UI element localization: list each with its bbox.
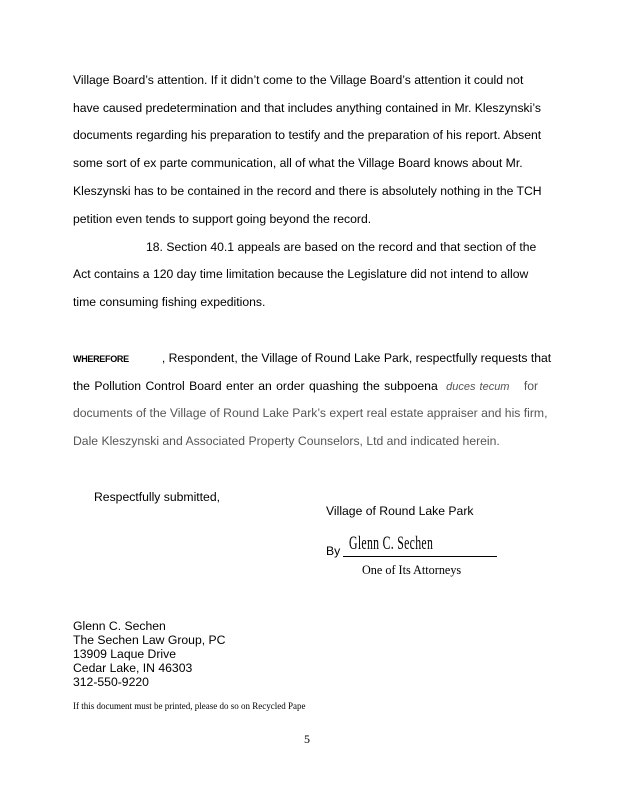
para18-line-2: Act contains a 120 day time limitation because the Legislature did not intend to allow <box>73 267 529 281</box>
wherefore-line-2 <box>73 379 538 394</box>
by-label: By <box>326 544 341 558</box>
duces-tecum: duces tecum <box>446 381 510 393</box>
wherefore-line-4: Dale Kleszynski and Associated Property Counselors, Ltd and indicated herein. <box>73 434 500 448</box>
wherefore-line-1 <box>73 351 551 366</box>
body-line-6: petition even tends to support going beyond the record. <box>73 212 372 226</box>
recycle-note: If this document must be printed, please do so on Recycled Pape <box>73 701 306 711</box>
attorney-street: 13909 Laque Drive <box>73 647 176 661</box>
signing-party: Village of Round Lake Park <box>326 504 474 518</box>
wherefore-line-3: documents of the Village of Round Lake Park’s expert real estate appraiser and his firm, <box>73 406 548 420</box>
attorney-role: One of Its Attorneys <box>362 563 462 577</box>
handwritten-signature: Glenn C. Sechen <box>349 533 434 554</box>
respectfully-submitted: Respectfully submitted, <box>94 490 220 504</box>
para18-line-3: time consuming fishing expeditions. <box>73 295 266 309</box>
body-line-1: Village Board’s attention. If it didn’t come to the Village Board’s attention it could not <box>73 73 524 87</box>
signature-line <box>343 556 497 557</box>
attorney-city: Cedar Lake, IN 46303 <box>73 661 193 675</box>
body-line-5: Kleszynski has to be contained in the record and there is absolutely nothing in the TCH <box>73 184 542 198</box>
wherefore-line-2-pre: the Pollution Control Board enter an order quashing the subpoena <box>73 379 438 393</box>
body-line-4: some sort of ex parte communication, all of what the Village Board knows about Mr. <box>73 156 523 170</box>
body-line-2: have caused predetermination and that includes anything contained in Mr. Kleszynski’s <box>73 101 541 115</box>
attorney-firm: The Sechen Law Group, PC <box>73 633 226 647</box>
wherefore-keyword: WHEREFORE <box>73 354 129 364</box>
para18-line-1: 18. Section 40.1 appeals are based on the record and that section of the <box>146 240 537 254</box>
wherefore-text: , Respondent, the Village of Round Lake Park, respectfully requests that <box>161 351 552 365</box>
body-line-3: documents regarding his preparation to testify and the preparation of his report. Absent <box>73 128 542 142</box>
attorney-phone: 312-550-9220 <box>73 675 149 689</box>
page-number: 5 <box>304 732 310 746</box>
wherefore-line-2-post: for <box>523 379 539 393</box>
attorney-name: Glenn C. Sechen <box>73 619 166 633</box>
